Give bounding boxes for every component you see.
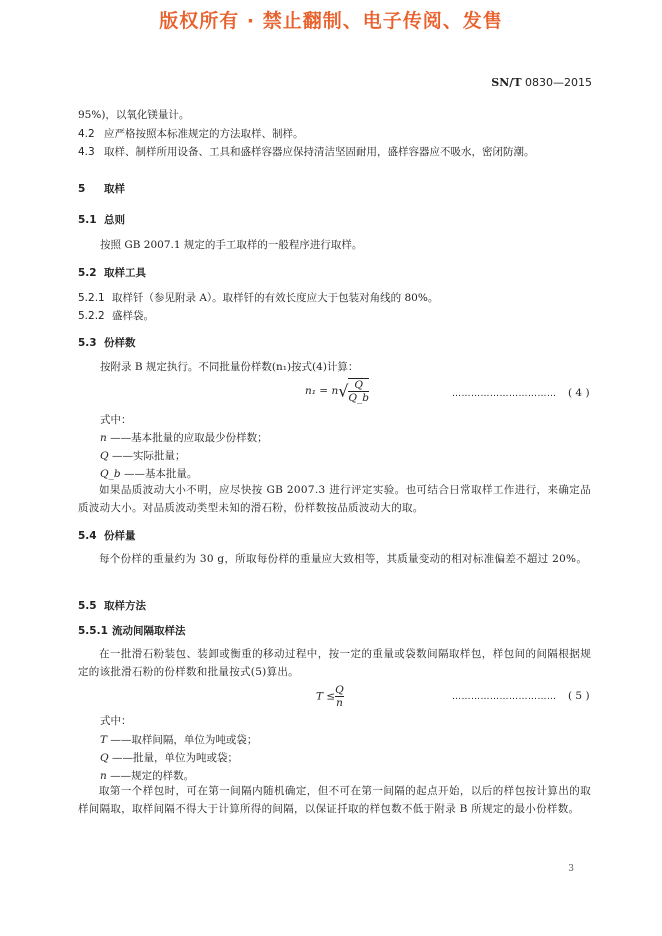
variable-definition: Q ——批量，单位为吨或袋； (100, 752, 238, 764)
section-5-4-heading: 5.4 份样量 (78, 530, 136, 542)
equation-number-4: ( 4 ) (568, 387, 590, 399)
section-5-2-heading: 5.2 取样工具 (78, 267, 146, 279)
page-number: 3 (568, 864, 574, 874)
section-5-5-1-paragraph: 在一批滑石粉装包、装卸或衡重的移动过程中，按一定的重量或袋数间隔取样包，样包间的间隔根据规定的该批滑石粉的份样数和批量按式(5)算出。 (78, 648, 591, 678)
clause-4-2: 4.2 应严格按照本标准规定的方法取样、制样。 (78, 128, 304, 140)
line-continuation: 95%)，以氧化镁量计。 (78, 109, 190, 121)
standard-code: SN/T 0830—2015 (491, 76, 592, 89)
where-label: 式中： (100, 414, 132, 426)
section-5-5-heading: 5.5 取样方法 (78, 600, 146, 612)
section-5-4-paragraph: 每个份样的重量约为 30 g，所取每份样的重量应大致相等，其质量变动的相对标准偏差不超过 20%。 (99, 553, 588, 565)
equation-leader-dots: …………………………… (452, 692, 557, 702)
where-label: 式中： (100, 715, 132, 727)
section-5-3-heading: 5.3 份样数 (78, 337, 136, 349)
section-5-5-1-heading: 5.5.1 流动间隔取样法 (78, 625, 186, 637)
section-5-3-intro: 按附录 B 规定执行。不同批量份样数(n₁)按式(4)计算： (100, 361, 359, 373)
section-5-5-1-paragraph-2: 取第一个样包时，可在第一间隔内随机确定，但不可在第一间隔的起点开始，以后的样包按计算出的取样间隔取，取样间隔不得大于计算所得的间隔，以保证扦取的样包数不低于附录 B 所规定的最小份样数。 (78, 785, 591, 815)
clause-5-2-1: 5.2.1 取样钎（参见附录 A）。取样钎的有效长度应大于包装对角线的 80%。 (78, 292, 439, 304)
variable-definition: T ——取样间隔，单位为吨或袋； (100, 734, 258, 746)
clause-4-3: 4.3 取样、制样所用设备、工具和盛样容器应保持清洁坚固耐用，盛样容器应不吸水，密闭防潮。 (78, 146, 535, 158)
clause-5-2-2: 5.2.2 盛样袋。 (78, 310, 154, 322)
section-5-1-text: 按照 GB 2007.1 规定的手工取样的一般程序进行取样。 (100, 239, 363, 251)
variable-definition: n ——规定的样数。 (100, 770, 195, 782)
section-5-3-paragraph: 如果品质波动大小不明，应尽快按 GB 2007.3 进行评定实验。也可结合日常取样工作进行，来确定品质波动大小。对品质波动类型未知的滑石粉，份样数按品质波动大的取。 (78, 484, 591, 514)
copyright-watermark: 版权所有 · 禁止翻制、电子传阅、发售 (159, 10, 503, 32)
variable-definition: Q_b ——基本批量。 (100, 468, 198, 480)
variable-definition: n ——基本批量的应取最少份样数； (100, 432, 268, 444)
equation-leader-dots: …………………………… (452, 389, 557, 399)
section-5-heading: 5 取样 (78, 183, 125, 195)
variable-definition: Q ——实际批量； (100, 450, 186, 462)
equation-number-5: ( 5 ) (568, 690, 590, 702)
formula-4: n₁ = n√ $\frac{Q}{Q\_b}$ (305, 379, 370, 404)
formula-5: T ≤ $\frac{Q}{n}$ (316, 684, 344, 709)
section-5-1-heading: 5.1 总则 (78, 214, 125, 226)
